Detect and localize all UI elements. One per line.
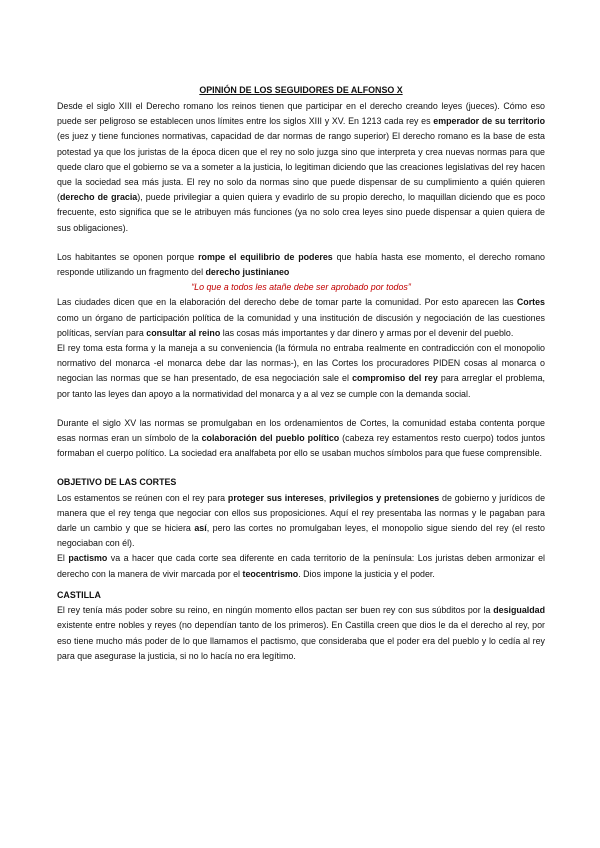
bold-term: derecho justinianeo	[205, 267, 290, 278]
text-run: . Dios impone la justicia y el poder.	[298, 568, 435, 579]
text-run: Desde el siglo XIII el Derecho romano los reinos tienen que participar en el derecho creando leyes (jueces). Cómo eso puede ser peligroso se establecen unos límites entre los siglos XIII y XV. En 1213 cada rey es	[57, 101, 545, 127]
bold-term: desigualdad	[493, 605, 545, 616]
bold-term: derecho de gracia	[59, 192, 138, 203]
text-run: va a hacer que cada corte sea diferente en cada territorio de la península: Los juristas deben armonizar el derecho con la manera de vivir marcada por el	[57, 553, 546, 579]
text-run: las cosas más importantes y dar dinero y armas por el devenir del pueblo.	[220, 327, 514, 338]
paragraph-habitantes	[57, 250, 545, 280]
text-run: Los habitantes se oponen porque	[57, 251, 199, 262]
text-run: ), puede privilegiar a quien quiera y evadirlo de su propio derecho, lo maquillan diciendo que es poco frecuente, esto significa que se le atribuyen más funciones (ya no solo crea leyes sino puede dispensar a quien quiera de sus obligaciones).	[57, 192, 546, 233]
text-run: ,	[323, 492, 330, 503]
text-run: como un órgano de participación política de la comunidad y una institución de discusión y negociación de las cuestiones políticas, servían para	[57, 312, 545, 338]
bold-term: pactismo	[68, 553, 108, 564]
bold-term: colaboración del pueblo político	[201, 433, 340, 444]
text-run: (es juez y tiene funciones normativas, capacidad de dar normas de rango superior) El derecho romano es la base de esta potestad ya que los juristas de la época dicen que el rey no solo juzga sino que interpreta y crea nuevas normas para que quede claro que el gobierno se va a someter a la justicia, lo legitiman diciendo que las creaciones legislativas del rey hacen que la sociedad sea más justa. El rey no solo da normas sino que puede dispensar de su cumplimiento a quién quieren (	[57, 131, 545, 203]
text-run: El	[57, 553, 69, 564]
document-page	[57, 84, 545, 664]
bold-term: privilegios y pretensiones	[329, 492, 440, 503]
text-run: Las ciudades dicen que en la elaboración del derecho debe de tomar parte la comunidad. Por esto aparecen las	[57, 297, 517, 308]
red-quote: “Lo que a todos les atañe debe ser aprobado por todos”	[191, 282, 411, 293]
bold-term: emperador de su territorio	[433, 116, 545, 127]
text-run: que había hasta ese momento, el derecho romano responde utilizando un fragmento del	[57, 251, 545, 278]
text-run: (cabeza rey estamentos resto cuerpo) todos juntos formaban el cuerpo político. La sociedad era analfabeta por ello se usaban muchos símbolos para que fuese comprensible.	[57, 433, 545, 459]
heading-objetivo-cortes: OBJETIVO DE LAS CORTES	[57, 477, 177, 488]
bold-term: teocentrismo	[242, 568, 299, 579]
text-run: Durante el siglo XV las normas se promulgaban en los ordenamientos de Cortes, la comunidad estaba contenta porque esas normas eran un símbolo de la	[57, 417, 545, 444]
paragraph-alfonso-x	[57, 99, 545, 236]
bold-term: así	[194, 523, 207, 534]
paragraph-ciudades	[57, 295, 545, 341]
text-run: Los estamentos se reúnen con el rey para	[57, 492, 228, 503]
bold-term: Cortes	[516, 297, 545, 308]
paragraph-siglo-xv	[57, 416, 545, 462]
document-title: OPINIÓN DE LOS SEGUIDORES DE ALFONSO X	[199, 85, 403, 95]
text-run: El rey toma esta forma y la maneja a su conveniencia (la fórmula no entraba realmente en contradicción con el monopolio normativo del monarca -el monarca debe dar las normas-), en las Cortes los procuradores PIDEN cosas al monarca o negocian las normas que se han presentado, de esa negociación sale el	[57, 343, 545, 384]
bold-term: proteger sus intereses	[227, 492, 324, 503]
text-run: para arreglar el problema, por tanto las leyes dan apoyo a la normatividad del monarca y a al vez se cumple con la demanda social.	[57, 373, 545, 399]
paragraph-rey-toma	[57, 341, 545, 402]
text-run: existente entre nobles y reyes (no dependían tanto de los primeros). En Castilla creen que dios le da el derecho al rey, por eso tiene mucho más poder de lo que llamamos el pactismo, que consideraba que el poder era del pueblo y lo cedía al rey para que asegurase la justicia, si no lo hacía no era legítimo.	[57, 620, 545, 661]
bold-term: compromiso del rey	[352, 373, 438, 384]
paragraph-castilla	[57, 603, 545, 664]
bold-term: consultar al reino	[146, 327, 221, 338]
text-run: de gobierno y jurídicos de manera que el rey tenga que negociar con ellos sus proposiciones. Aquí el rey presentaba las normas y le pagaban para darle un cambio y que se hiciera	[57, 492, 546, 534]
paragraph-pactismo	[57, 551, 545, 581]
text-run: , pero las cortes no promulgaban leyes, el monopolio sigue siendo del rey (el resto negociaban con él).	[57, 523, 545, 549]
text-run: El rey tenía más poder sobre su reino, en ningún momento ellos pactan ser buen rey con sus súbditos por la	[57, 605, 494, 616]
heading-castilla: CASTILLA	[57, 589, 101, 600]
bold-term: rompe el equilibrio de poderes	[198, 251, 333, 262]
paragraph-estamentos	[57, 491, 545, 552]
